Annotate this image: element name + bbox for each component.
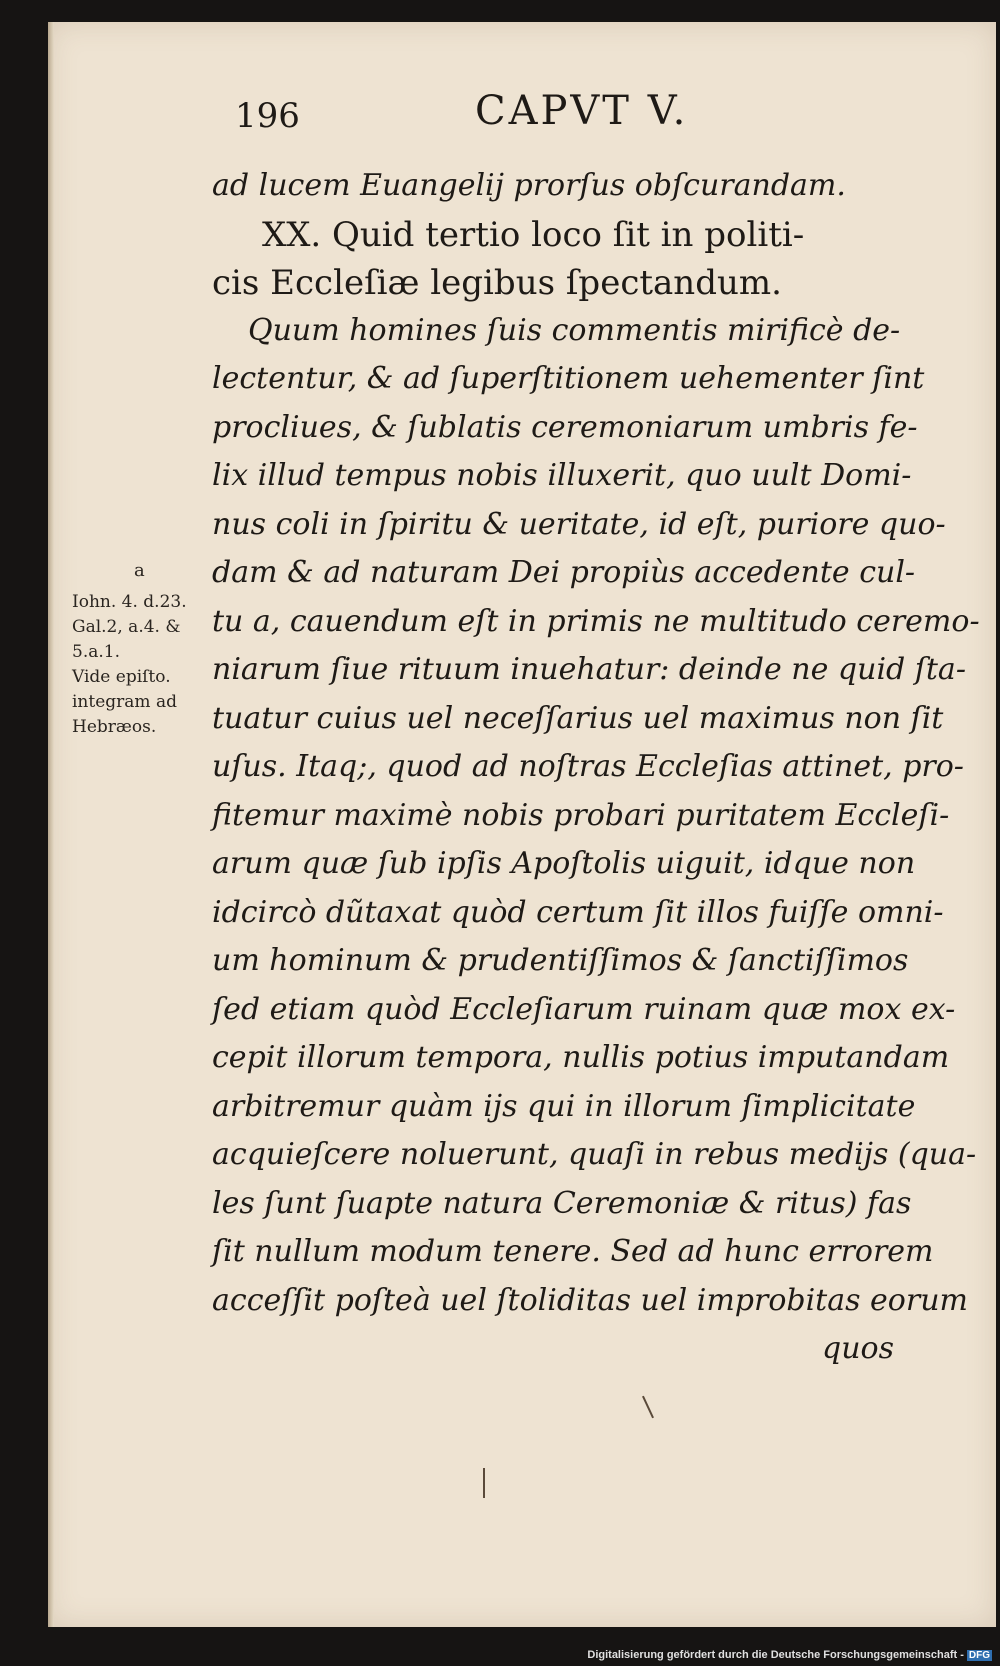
dfg-logo: DFG	[968, 1650, 990, 1661]
text-line: uſus. Itaq;, quod ad noſtras Eccleſias attinet, pro-	[212, 749, 964, 784]
marginal-note-line: Gal.2, a.4. &	[72, 617, 181, 637]
text-line: les ſunt ſuapte natura Ceremoniæ & ritus) fas	[212, 1185, 912, 1221]
main-text	[212, 162, 980, 1374]
text-line: idcircò dũtaxat quòd certum ſit illos fuiſſe omni-	[212, 894, 944, 930]
running-head: CAPVT V.	[475, 88, 689, 134]
text-line: Quum homines ſuis commentis mirificè de-	[248, 312, 901, 348]
text-line: ſit nullum modum tenere. Sed ad hunc errorem	[212, 1234, 934, 1269]
page-header	[235, 88, 775, 138]
marginal-note-mark: a	[134, 560, 145, 581]
text-line: um hominum & prudentiſſimos & ſanctiſſimos	[212, 943, 909, 978]
text-line: acquieſcere noluerunt, quaſi in rebus medijs (qua-	[212, 1137, 977, 1172]
text-line: arbitremur quàm ijs qui in illorum ſimplicitate	[212, 1088, 916, 1124]
text-line: ad lucem Euangelij prorſus obſcurandam.	[212, 168, 846, 203]
credit-text: Digitalisierung gefördert durch die Deutsche Forschungsgemeinschaft -	[587, 1649, 964, 1661]
paper-mark	[483, 1468, 485, 1498]
marginal-note-line: 5.a.1.	[72, 642, 120, 662]
text-line: tu a, cauendum eſt in primis ne multitudo ceremo-	[212, 603, 980, 639]
text-line: nus coli in ſpiritu & ueritate, id eſt, puriore quo-	[212, 506, 946, 542]
marginal-note-line: Hebræos.	[72, 717, 157, 737]
marginal-note-line: Vide epiſto.	[72, 667, 171, 687]
text-line: tuatur cuius uel neceſſarius uel maximus non ſit	[212, 700, 944, 736]
text-line: arum quæ ſub ipſis Apoſtolis uiguit, idque non	[212, 846, 916, 881]
text-line: fitemur maximè nobis probari puritatem Eccleſi-	[212, 797, 950, 833]
text-line: lix illud tempus nobis illuxerit, quo uult Domi-	[212, 458, 912, 493]
text-line: procliues, & ſublatis ceremoniarum umbris fe-	[212, 409, 918, 445]
section-heading-line: cis Eccleſiæ legibus ſpectandum.	[212, 262, 782, 303]
digitization-credit	[587, 1649, 992, 1661]
marginal-note-line: integram ad	[72, 692, 177, 712]
marginal-note	[72, 590, 217, 740]
page-edge-shadow	[48, 22, 54, 1627]
text-line: acceſſit poſteà uel ſtoliditas uel improbitas eorum	[212, 1282, 968, 1318]
page-number: 196	[235, 96, 300, 136]
catchword: quos	[822, 1331, 894, 1366]
section-heading-line: XX. Quid tertio loco ſit in politi-	[262, 214, 805, 255]
text-line: dam & ad naturam Dei propiùs accedente cul-	[212, 555, 916, 590]
text-line: niarum ſiue rituum inuehatur: deinde ne quid ſta-	[212, 652, 966, 687]
text-line: cepit illorum tempora, nullis potius imputandam	[212, 1040, 950, 1075]
marginal-note-line: Iohn. 4. d.23.	[72, 592, 187, 612]
text-line: lectentur, & ad ſuperſtitionem uehementer ſint	[212, 361, 925, 396]
text-line: ſed etiam quòd Eccleſiarum ruinam quæ mox ex-	[212, 991, 956, 1027]
